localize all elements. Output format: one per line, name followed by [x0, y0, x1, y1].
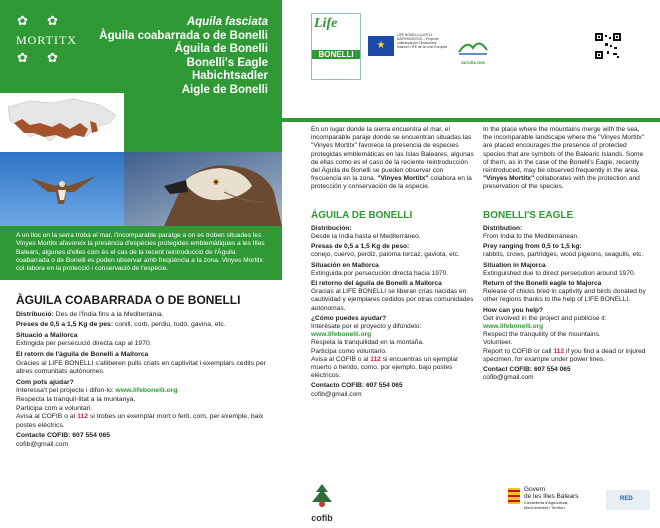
intro-english: In the place where the mountains merge with the sea, the incomparable landscape where the "Vinyes Mortitx" are placed encourages the presence of protected species that are symbols of the Balearic Islands. Some of them, as in the case of the Bonelli's Eagle, recently reintroduced, may be observed frequently in the area. [483, 126, 645, 175]
help-text: Participa como voluntario. [311, 347, 387, 355]
mortix-logo: MORTITX [16, 33, 77, 47]
intro-spanish: En un lugar donde la sierra encuentra el mar, el incomparable paraje donde se encuentran situadas las "Vinyes Mortitx" favorece la presencia de especies protegidas emblemáticas en las Islas Baleares, algunas de ellas como es el caso de la reciente reintroducción del Águila de Bonelli se pueden observar con frecuencia en la zona. [311, 126, 474, 183]
cofib-logo [302, 482, 342, 524]
catalan-heading: ÀGUILA COABARRADA O DE BONELLI [16, 293, 241, 307]
situation-label: Situació a Mallorca [16, 331, 78, 339]
flower-icon: ✿ [17, 50, 28, 65]
help-text: Participa com a voluntari. [16, 404, 93, 412]
help-text: Interessa't pel projecte i difon-lo: [16, 387, 114, 395]
return-text: Gràcies al LIFE BONELLI s'alliberen pulls criats en captivitat i exemplars cedits per altres comunitats autònomes. [16, 359, 266, 376]
eu-funding-note: LIFE BONELLI (LIFE12 NAT/ES/000701) – Projecte cofinançat per l'instrument financer LIFE de la Unió Europea [397, 33, 448, 49]
contact-email[interactable]: cofib@gmail.com [16, 440, 69, 448]
title-catalan: Àguila coabarrada o de Bonelli [99, 29, 268, 42]
natura-logo-text: NATURA 2000 [461, 61, 485, 65]
return-text: Release of chicks bred in captivity and birds donated by other regions thanks to the help of LIFE BONELLI. [483, 288, 646, 304]
help-text: si trobes un exemplar mort o ferit, com, per exemple, baix postes elèctrics. [16, 413, 264, 429]
help-text: Respeta la tranquilidad en la montaña. [311, 339, 424, 347]
help-text: if you find a dead or injured specimen, for example under power lines. [483, 347, 646, 363]
life-bonelli-logo [311, 13, 361, 80]
contact-label: Contacto COFIB: [311, 382, 365, 390]
prey-text: rabbits, crows, partridges, wood pigeons, seagulls, etc. [483, 251, 644, 259]
return-text: Gracias al LIFE BONELLI se liberan crías nacidas en cautividad y ejemplares cedidos por otras comunidades autónomas. [311, 288, 474, 312]
situation-label: Situation in Majorca [483, 261, 546, 269]
contact-label: Contact COFIB: [483, 366, 533, 374]
footer-logos [282, 478, 660, 528]
prey-label: Presas de 0,5 a 1,5 Kg de peso: [311, 243, 410, 251]
contact-email[interactable]: cofib@gmail.com [311, 390, 362, 398]
distribution-text: Des de l'Índia fins a la Mediterrània. [55, 310, 164, 318]
govern-logo-line: Govern [524, 486, 546, 493]
govern-logo-line: Conselleria d'Agricultura, [524, 500, 569, 505]
english-heading: BONELLI'S EAGLE [483, 209, 574, 221]
help-label: How can you help? [483, 306, 544, 314]
situation-label: Situación en Mallorca [311, 261, 379, 269]
eagle-flight-photo [0, 152, 124, 226]
return-label: El retorno del águila de Bonelli a Mallorca [311, 280, 442, 288]
distribution-text: From India to the Mediterranean. [483, 233, 580, 241]
distribution-label: Distribución: [311, 224, 352, 232]
contact-phone: 607 554 065 [72, 432, 111, 440]
help-text: Respecta la tranquil·litat a la muntanya. [16, 395, 136, 403]
flower-icon: ✿ [47, 50, 58, 65]
help-text: Interésate por el proyecto y difúndelo: [311, 323, 422, 331]
emergency-number: 112 [77, 413, 89, 421]
govern-logo-line: Medi Ambient i Territori [524, 505, 565, 510]
return-label: El retorn de l'àguila de Bonelli a Mallorca [16, 350, 149, 358]
red-logo [606, 490, 650, 510]
prey-label: Prey ranging from 0,5 to 1,5 kg: [483, 243, 582, 251]
website-link[interactable]: www.lifebonelli.org [115, 387, 178, 395]
situation-text: Extinguida por persecución directa hacia 1970. [311, 269, 449, 277]
prey-label: Preses de 0,5 a 1,5 Kg de pes: [16, 321, 114, 329]
contact-phone: 607 554 065 [365, 382, 403, 390]
distribution-label: Distribució: [16, 310, 54, 318]
prey-text: conejo, cuervo, perdiz, paloma torcaz, gaviota, etc. [311, 251, 460, 259]
title-latin: Aquila fasciata [186, 16, 268, 28]
cofib-logo-text: cofib [311, 513, 333, 523]
translations-panel [282, 122, 660, 482]
distribution-map [0, 93, 124, 153]
title-english: Bonelli's Eagle [186, 56, 268, 69]
natura-2000-logo [457, 36, 489, 65]
help-text: Get involved in the project and publicise it: [483, 314, 607, 322]
situation-text: Extinguished due to direct persecution around 1970. [483, 269, 636, 277]
species-titles [99, 16, 268, 97]
eagle-portrait-photo [124, 152, 282, 226]
title-spanish: Águila de Bonelli [174, 43, 268, 55]
life-logo-text: Life [314, 16, 338, 31]
emergency-number: 112 [553, 347, 565, 355]
govern-logo [508, 486, 598, 524]
header-panel [0, 0, 282, 280]
contact-phone: 607 554 065 [533, 366, 571, 374]
contact-email[interactable]: cofib@gmail.com [483, 374, 534, 382]
english-column [483, 126, 647, 384]
qr-code-icon[interactable] [595, 33, 621, 59]
intro-english-end: collaborates with the protection and preservation of the species. [483, 175, 640, 191]
help-text: Report to COFIB or call [483, 347, 552, 355]
title-french: Aigle de Bonelli [181, 83, 268, 96]
distribution-text: Desde la India hasta el Mediterráneo. [311, 233, 421, 241]
help-text: Volunteer. [483, 339, 513, 347]
website-link[interactable]: www.lifebonelli.org [311, 331, 372, 339]
emergency-number: 112 [370, 355, 381, 363]
flower-icon: ✿ [17, 13, 28, 28]
bonelli-logo-text: BONELLI [312, 50, 360, 59]
govern-logo-line: de les Illes Balears [524, 493, 579, 500]
catalan-info [16, 293, 272, 450]
help-text: Avisa al COFIB o al [311, 355, 369, 363]
spanish-column [311, 126, 475, 401]
help-label: Com pots ajudar? [16, 378, 74, 386]
distribution-label: Distribution: [483, 224, 523, 232]
flower-icon: ✿ [47, 13, 58, 28]
contact-label: Contacte COFIB: [16, 432, 71, 440]
return-label: Return of the Bonelli eagle to Majorca [483, 280, 602, 288]
help-label: ¿Cómo puedes ayudar? [311, 314, 387, 322]
help-text: si encuentras un ejemplar muerto o herido, como, por ejemplo, bajo postes eléctricos. [311, 355, 459, 380]
website-link[interactable]: www.lifebonelli.org [483, 323, 544, 331]
title-german: Habichtsadler [191, 70, 268, 82]
intro-spanish-end: colabora en la protección y conservación de la especie. [311, 175, 472, 191]
spanish-heading: ÁGUILA DE BONELLI [311, 209, 413, 221]
intro-spanish-brand: "Vinyes Mortitx" [377, 175, 429, 183]
help-text: Respect the tranquility of the mountains. [483, 331, 601, 339]
intro-catalan: A un lloc on la serra troba el mar, l'incomparable paratge a on es troben situades les Vinyes Mortitx afavoreix la presència d'espècies protegides emblemàtiques a les Illes Balears, algunes d'elles com és el cas de la recent reintroducció de l'Àguila coabarrada o de Bonelli es poden observar amb freqüència a la zona. Vinyes Mortitx col·labora en la protecció i conservació de l'espècie. [16, 232, 265, 273]
eu-flag-icon: ★ [368, 36, 394, 56]
prey-text: conill, corb, perdiu, tudó, gavina, etc. [115, 321, 226, 329]
red-logo-text: RED [620, 496, 633, 502]
help-text: Avisa al COFIB o al [16, 413, 76, 421]
intro-english-brand: "Vinyes Mortitx" [483, 175, 535, 183]
situation-text: Extingida per persecució directa cap al 1970. [16, 340, 152, 348]
